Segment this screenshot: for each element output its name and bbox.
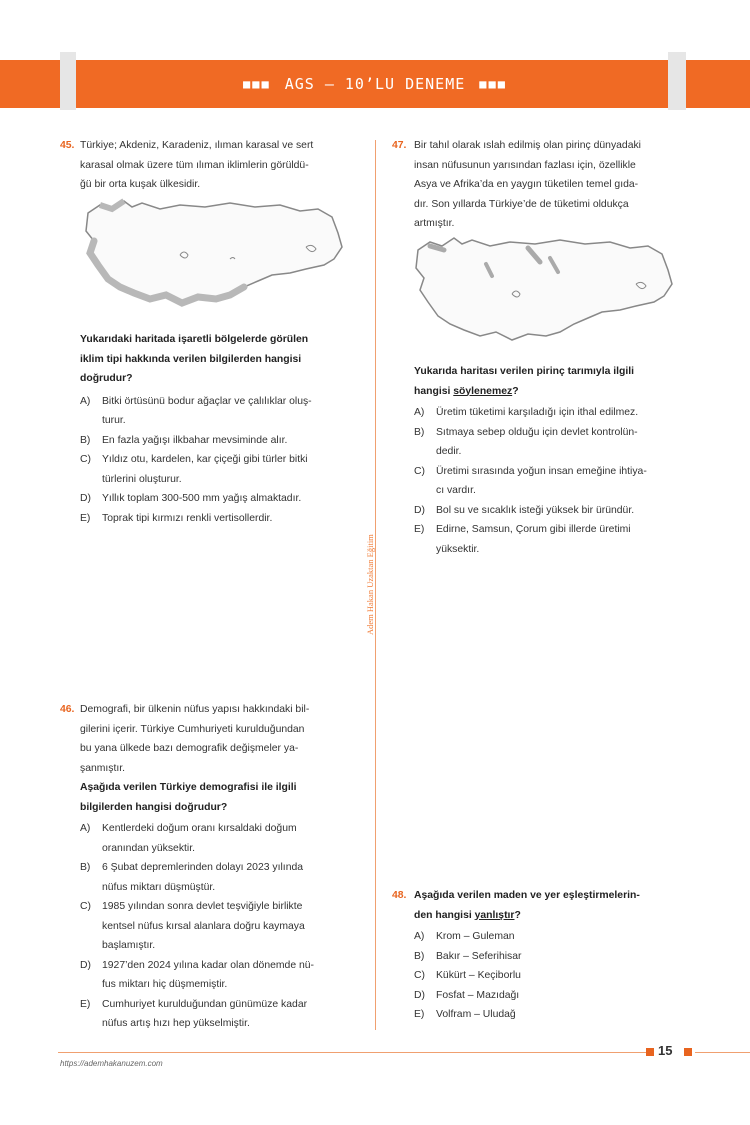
- option-letter: A): [80, 395, 91, 407]
- option-letter: B): [414, 950, 425, 962]
- side-watermark-text: Adem Hakan Uzaktan Eğitim: [365, 534, 375, 636]
- question-stem-line: Yukarıda haritası verilen pirinç tarımıyla ilgili: [414, 366, 635, 377]
- option-d[interactable]: [414, 501, 690, 521]
- option-letter: E): [414, 1009, 425, 1020]
- page-number-square-left: [646, 1048, 654, 1056]
- question-47-body: [414, 362, 690, 559]
- option-letter: A): [80, 823, 91, 834]
- option-e[interactable]: [414, 1005, 688, 1025]
- option-e[interactable]: [414, 520, 690, 559]
- option-text-line: Kentlerdeki doğum oranı kırsaldaki doğum: [102, 823, 297, 834]
- header-title: [0, 60, 750, 108]
- option-text-line: fus miktarı hiç düşmemiştir.: [102, 979, 228, 990]
- question-stem-line: bilgilerden hangisi doğrudur?: [80, 801, 228, 813]
- option-text-line: 6 Şubat depremlerinden dolayı 2023 yılında: [102, 862, 304, 873]
- option-letter: A): [414, 407, 425, 418]
- question-stem-line: Aşağıda verilen Türkiye demografisi ile ilgili: [80, 782, 297, 793]
- page-number-square-right: [684, 1048, 692, 1056]
- question-48: [392, 886, 688, 1025]
- option-text-line: Fosfat – Mazıdağı: [436, 989, 520, 1001]
- page-number: 15: [658, 1043, 673, 1058]
- option-c[interactable]: [80, 450, 356, 489]
- option-b[interactable]: [414, 423, 690, 462]
- question-stem-line: Yukarıdaki haritada işaretli bölgelerde görülen: [80, 334, 309, 345]
- option-letter: B): [80, 862, 91, 873]
- question-text-line: Demografi, bir ülkenin nüfus yapısı hakkındaki bil-: [80, 704, 310, 715]
- question-46: [60, 700, 356, 1034]
- option-text-line: Edirne, Samsun, Çorum gibi illerde üretimi: [436, 524, 631, 535]
- turkey-map-rice: [410, 232, 680, 347]
- option-a[interactable]: [414, 403, 690, 423]
- question-47: [392, 136, 688, 234]
- header-dots-left: ■■■: [243, 77, 271, 91]
- option-letter: A): [414, 931, 425, 942]
- option-letter: B): [80, 434, 91, 446]
- question-number: 47.: [392, 140, 407, 151]
- option-d[interactable]: [80, 956, 356, 995]
- option-text-line: yüksektir.: [436, 543, 480, 555]
- option-text-line: Krom – Guleman: [436, 931, 515, 942]
- question-text-line: şanmıştır.: [80, 762, 126, 774]
- question-45: [60, 136, 356, 195]
- option-text-line: turur.: [102, 415, 126, 426]
- country-outline: [416, 238, 672, 340]
- question-stem-line: [414, 382, 690, 402]
- question-stem-line: doğrudur?: [80, 373, 133, 384]
- option-letter: D): [80, 959, 91, 971]
- option-text-line: Bitki örtüsünü bodur ağaçlar ve çalılıklar oluş-: [102, 395, 312, 407]
- stem-question-mark: ?: [514, 909, 521, 921]
- question-text-line: artmıştır.: [414, 218, 455, 229]
- question-text-line: ğü bir orta kuşak ülkesidir.: [80, 179, 201, 190]
- option-text-line: cı vardır.: [436, 485, 476, 496]
- option-text-line: türlerini oluşturur.: [102, 473, 182, 485]
- option-d[interactable]: [414, 986, 688, 1006]
- option-a[interactable]: [80, 392, 356, 431]
- option-text-line: Cumhuriyet kurulduğundan günümüze kadar: [102, 998, 308, 1010]
- question-45-body: [80, 330, 356, 528]
- option-text-line: Toprak tipi kırmızı renkli vertisollerdir.: [102, 512, 273, 524]
- turkey-map-climate: [80, 195, 350, 310]
- option-text-line: kentsel nüfus kırsal alanlara doğru kaymaya: [102, 920, 305, 932]
- question-number: 45.: [60, 140, 75, 151]
- option-letter: D): [80, 493, 91, 504]
- question-text-line: bu yana ülkede bazı demografik değişmeler ya-: [80, 743, 299, 754]
- stem-underlined-word: söylenemez: [453, 385, 513, 397]
- header-dots-right: ■■■: [479, 77, 507, 91]
- exam-title: AGS – 10’LU DENEME: [284, 75, 466, 93]
- option-text-line: nüfus artış hızı hep yükselmiştir.: [102, 1018, 250, 1029]
- option-text-line: Kükürt – Keçiborlu: [436, 970, 521, 981]
- option-letter: C): [414, 970, 425, 981]
- stem-question-mark: ?: [512, 385, 519, 397]
- question-text-line: dır. Son yıllarda Türkiye’de de tüketimi oldukça: [414, 198, 629, 210]
- footer-rule-right: [695, 1052, 750, 1053]
- stem-text: den hangisi: [414, 909, 472, 921]
- option-letter: C): [80, 454, 91, 465]
- question-number: 46.: [60, 704, 75, 715]
- option-text-line: oranından yüksektir.: [102, 842, 195, 854]
- option-text-line: Üretim tüketimi karşıladığı için ithal edilmez.: [436, 407, 639, 418]
- option-text-line: nüfus miktarı düşmüştür.: [102, 881, 216, 893]
- option-e[interactable]: [80, 995, 356, 1034]
- option-c[interactable]: [80, 897, 356, 956]
- stem-underlined-word: yanlıştır: [474, 909, 515, 921]
- option-letter: E): [414, 524, 425, 535]
- option-letter: C): [414, 465, 425, 477]
- option-text-line: En fazla yağışı ilkbahar mevsiminde alır.: [102, 434, 288, 446]
- option-b[interactable]: [414, 947, 688, 967]
- option-text-line: dedir.: [436, 446, 462, 457]
- option-text-line: başlamıştır.: [102, 940, 156, 951]
- question-stem-line: iklim tipi hakkında verilen bilgilerden hangisi: [80, 353, 302, 365]
- option-text-line: Volfram – Uludağ: [436, 1009, 516, 1020]
- option-a[interactable]: [80, 819, 356, 858]
- option-a[interactable]: [414, 927, 688, 947]
- question-text-line: Türkiye; Akdeniz, Karadeniz, ılıman karasal ve sert: [80, 140, 314, 151]
- option-c[interactable]: [414, 462, 690, 501]
- option-text-line: Bakır – Seferihisar: [436, 950, 522, 962]
- option-d[interactable]: [80, 489, 356, 509]
- option-letter: C): [80, 901, 91, 912]
- option-b[interactable]: [80, 858, 356, 897]
- question-text-line: Asya ve Afrika’da en yaygın tüketilen temel gıda-: [414, 179, 639, 190]
- option-text-line: Üretimi sırasında yoğun insan emeğine ihtiya-: [436, 465, 647, 477]
- option-text-line: Yıldız otu, kardelen, kar çiçeği gibi türler bitki: [102, 454, 308, 465]
- option-letter: B): [414, 426, 425, 438]
- option-letter: E): [80, 998, 91, 1010]
- stem-text: hangisi: [414, 385, 451, 397]
- option-text-line: Sıtmaya sebep olduğu için devlet kontrolün-: [436, 426, 638, 438]
- question-stem-line: Aşağıda verilen maden ve yer eşleştirmelerin-: [414, 890, 640, 901]
- footer-url[interactable]: https://ademhakanuzem.com: [60, 1059, 163, 1068]
- question-number: 48.: [392, 890, 407, 901]
- question-text-line: Bir tahıl olarak ıslah edilmiş olan pirinç dünyadaki: [414, 140, 641, 151]
- option-e[interactable]: [80, 509, 356, 529]
- question-text-line: karasal olmak üzere tüm ılıman iklimlerin görüldü-: [80, 159, 309, 171]
- question-stem-line: [414, 906, 688, 926]
- option-c[interactable]: [414, 966, 688, 986]
- option-letter: D): [414, 504, 425, 516]
- question-text-line: gilerini içerir. Türkiye Cumhuriyeti kurulduğundan: [80, 723, 305, 735]
- option-text-line: 1985 yılından sonra devlet teşviğiyle birlikte: [102, 901, 303, 912]
- option-letter: D): [414, 989, 425, 1001]
- option-text-line: 1927’den 2024 yılına kadar olan dönemde nü-: [102, 959, 315, 971]
- option-text-line: Yıllık toplam 300-500 mm yağış almaktadır.: [102, 493, 302, 504]
- option-letter: E): [80, 512, 91, 524]
- option-text-line: Bol su ve sıcaklık isteği yüksek bir üründür.: [436, 504, 635, 516]
- footer-rule: [58, 1052, 646, 1053]
- option-b[interactable]: [80, 431, 356, 451]
- question-text-line: insan nüfusunun yarısından fazlası için, özellikle: [414, 159, 636, 171]
